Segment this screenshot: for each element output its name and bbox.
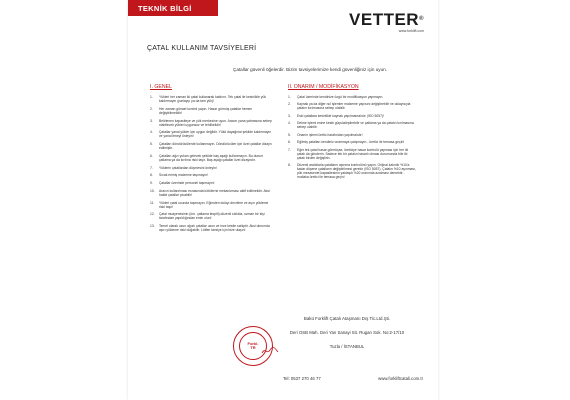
list-item-text: Çatalları ağzı yukarı gelecek şekilde baş aşağı kullanmayın. Bu durum çatlama ya da kırılma riski taşır. Baş aşağı çatallar özel dizayndır. bbox=[159, 153, 264, 162]
list-item-number: 13. bbox=[150, 224, 155, 229]
list-item-number: 4. bbox=[288, 121, 291, 126]
list-item-text: Çatal üzerinde kendinize özgü bir modifikasyon yapmayın. bbox=[297, 95, 384, 99]
list-item-number: 4. bbox=[150, 130, 153, 135]
list-item bbox=[150, 119, 275, 127]
list-item-number: 12. bbox=[150, 212, 155, 217]
company-name: Bakü Forklift Çatalı Ataşmanı Dış Tic.Ltd.Şti. bbox=[303, 316, 391, 321]
list-item-text: Eğilmiş çatalları kendiniz onarmaya çalışmayın - üretici ile temasa geçin! bbox=[297, 140, 405, 145]
list-item-text: Sıcak erimiş malzeme taşımayın! bbox=[159, 173, 209, 178]
list-item-text: Eski çatallara kesinlikle kaynak yapılmamalıdır (ISO 5057)! bbox=[297, 113, 384, 118]
list-item-number: 1. bbox=[150, 95, 153, 99]
list-item bbox=[150, 173, 275, 177]
list-item-number: 7. bbox=[150, 165, 153, 170]
general-heading: I. GENEL bbox=[150, 84, 172, 90]
list-item-number: 8. bbox=[150, 173, 153, 178]
list-item-text: Yükleri çatal ucunda taşımayın, Eğimden dolayı devrilme ve aşırı yükleme riski taşır! bbox=[159, 200, 269, 209]
brand-logo bbox=[349, 11, 424, 33]
list-item bbox=[150, 130, 275, 138]
list-item bbox=[150, 95, 275, 103]
list-item bbox=[150, 166, 275, 170]
list-item-text: Çatalları döndürücülerde kullanmayın. Döndürücüler için özel çatallar dizayn edilmiştir. bbox=[159, 142, 272, 151]
company-web-link[interactable]: www.forkliftcatali.com.tr bbox=[378, 376, 423, 381]
list-item-text: Kaynak ya da diğer ısıl işlemler malzeme yapısını değiştirebilir ve dolayısıyla çatalın kırılmasına sebep olabilir. bbox=[297, 102, 411, 111]
logo-text: VETTER bbox=[349, 10, 420, 29]
general-section bbox=[150, 84, 275, 236]
logo-registered-mark: ® bbox=[419, 16, 424, 22]
list-item bbox=[150, 201, 275, 209]
list-item-number: 5. bbox=[288, 132, 291, 137]
list-item-text: Delme işlemi enine kesiti güçsüzleştirebilir ve çatlama ya da çatalın kırılmasına sebep olabilir. bbox=[297, 121, 414, 130]
list-item bbox=[150, 212, 275, 220]
seal-top-text: Forkl. bbox=[247, 340, 259, 346]
document-intro: Çatallar güvenli öğelerdir. Bizim tavsiyelerimize kendi güvenliğiniz için uyun. bbox=[233, 67, 387, 72]
list-item-number: 10. bbox=[150, 188, 155, 193]
list-item-text: Yüklerin çatallardan düşmesini önleyin! bbox=[159, 165, 217, 170]
list-item-number: 5. bbox=[150, 142, 153, 147]
list-item-number: 2. bbox=[150, 106, 153, 111]
company-phone: Tel: 0537 270 46 77 bbox=[283, 376, 321, 381]
list-item-number: 6. bbox=[288, 140, 291, 145]
list-item bbox=[288, 148, 416, 160]
footer bbox=[233, 316, 423, 396]
list-item bbox=[288, 102, 416, 110]
category-badge-label: TEKNİK BİLGİ bbox=[138, 3, 192, 13]
document-page bbox=[128, 0, 438, 400]
list-item-text: Aracın kullanılması esnasında kötülerne mekanizması aktif edilmelidir. Aksi halde çatallar çıkabilir! bbox=[159, 188, 270, 197]
list-item-text: Çatal muayenesinin (ürn. çatlama tespiti) düzenli sıklıkla, uzman bir kişi tarafından yapıldığından emin olun! bbox=[159, 212, 265, 221]
list-item-text: Çatallar yanal yükler için uygun değildir. Yükü dayağınal şekilde kaldırmayın ve yanal itmeyi önleyin! bbox=[159, 130, 272, 139]
company-city: Tuzla / İSTANBUL bbox=[329, 344, 365, 349]
list-item-number: 6. bbox=[150, 153, 153, 158]
list-item bbox=[288, 95, 416, 99]
company-address: Deri OSB Mah. Deri Yan Sanayi Sit. Rugan Sok. No:2-17/10 bbox=[289, 330, 405, 335]
contact-row bbox=[283, 376, 423, 381]
document-title: ÇATAL KULLANIM TAVSİYELERİ bbox=[147, 45, 257, 52]
list-item-text: Belirlenen kapasiteye ve yük merkezine uyun. Aracın yana yatmasına sebep olabilecek yükleri uygunsuz ve tehlikelidir! bbox=[159, 118, 272, 127]
list-item bbox=[288, 163, 416, 179]
list-item-number: 8. bbox=[288, 163, 291, 168]
repair-list bbox=[288, 95, 416, 179]
list-item-number: 1. bbox=[288, 95, 291, 99]
list-item-text: Temel olarak uzun ağızlı çatallar uzun ve ince kesite sahiptir. Aksi durumda aşırı yükleme riski doğabilir. Lütfen tavsiye için bize ulaşın! bbox=[159, 224, 270, 233]
general-list bbox=[150, 95, 275, 232]
list-item-text: Her zaman günael kontrol yapın. Hasar görmüş çatallar hemen değiştirilmelidir! bbox=[159, 106, 253, 115]
list-item bbox=[150, 142, 275, 150]
list-item bbox=[288, 121, 416, 129]
list-item-text: Yükleri her zaman iki çatal kullanarak kaldırın. Tek çatal ile kesinlikle yük kaldırmayın (parlayıp ya da tam yük)! bbox=[159, 95, 266, 104]
list-item-text: Eğer tek çatal hasar görmüşse, üreticiye hasar kontrolü yapması için her iki çatalı da gönderin. Sadece tek bir çatalın hasarlı olması durumunda bile iki çatalı birden değiştirin. bbox=[297, 147, 409, 160]
list-item-number: 2. bbox=[288, 102, 291, 107]
list-item bbox=[288, 140, 416, 144]
list-item bbox=[150, 154, 275, 162]
list-item bbox=[288, 114, 416, 118]
list-item bbox=[150, 224, 275, 232]
repair-section bbox=[288, 84, 416, 183]
list-item-number: 11. bbox=[150, 200, 155, 205]
repair-heading: II. ONARIM / MODİFİKASYON bbox=[288, 84, 359, 90]
list-item bbox=[150, 181, 275, 185]
list-item-number: 3. bbox=[150, 118, 153, 123]
list-item bbox=[288, 133, 416, 137]
list-item bbox=[150, 107, 275, 115]
seal-bottom-text: TR bbox=[250, 345, 256, 350]
list-item-number: 3. bbox=[288, 113, 291, 118]
list-item-number: 9. bbox=[150, 181, 153, 186]
logo-url: www.forklift.com bbox=[398, 29, 424, 33]
list-item-number: 7. bbox=[288, 147, 291, 152]
list-item bbox=[150, 189, 275, 197]
category-badge bbox=[128, 0, 218, 16]
list-item-text: Onarım işlemi üretici tarafından yapılmalıdır! bbox=[297, 132, 363, 137]
list-item-text: Düzenli aralıklarla çatalların aşınma kontrolünü yapın. Orijinal kalınlık %10'a kadar düşene çatalların değiştirilmesi gerekir (ISO 5057). Çatalın %10 aşınması, yük mesasenet kapasitesinin yaklaşık %20 oranında azalması demektir - mutlaka üretici ile temasa geçin! bbox=[297, 163, 416, 180]
list-item-text: Çatallar üzerinde personel taşımayın! bbox=[159, 181, 215, 186]
